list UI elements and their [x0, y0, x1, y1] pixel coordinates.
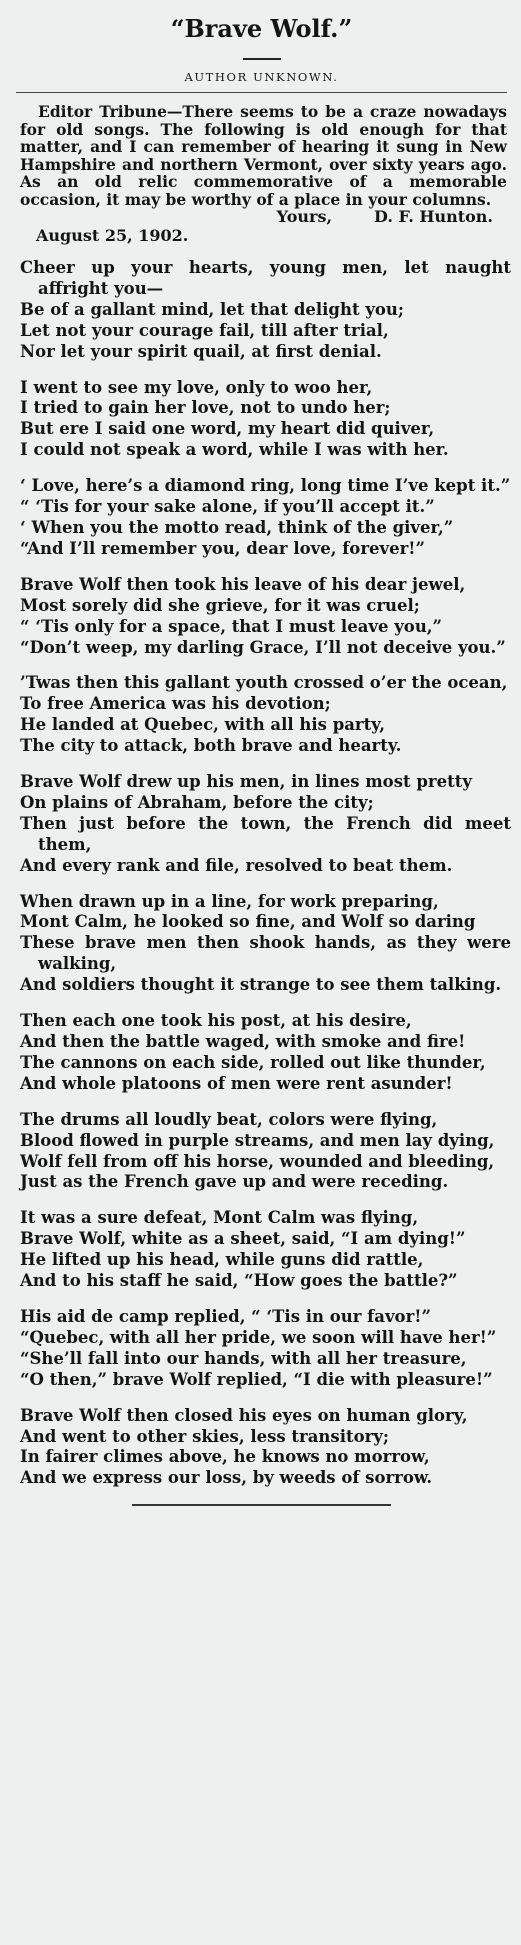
poem-line: And went to other skies, less transitory; [20, 1426, 389, 1446]
poem-line: Blood flowed in purple streams, and men lay dying, [20, 1130, 495, 1150]
poem-line: Just as the French gave up and were receding. [20, 1172, 449, 1192]
signoff: Yours, [276, 207, 333, 226]
poem-line: “ ‘Tis only for a space, that I must leave you,” [20, 616, 443, 636]
poem-line: Brave Wolf then took his leave of his dear jewel, [20, 574, 466, 594]
poem-line: He lifted up his head, while guns did rattle, [20, 1250, 424, 1270]
stanza [12, 258, 511, 363]
poem-line: Nor let your spirit quail, at first denial. [20, 341, 382, 361]
poem-body [12, 258, 511, 1489]
poem-line: Be of a gallant mind, let that delight you; [20, 299, 404, 319]
poem-line: He landed at Quebec, with all his party, [20, 715, 385, 735]
poem-line: “ ‘Tis for your sake alone, if you’ll accept it.” [20, 497, 435, 517]
editor-letter: Editor Tribune—There seems to be a craze nowadays for old songs. The following is old enough for that matter, and I can remember of hearing it sung in New Hampshire and northern Vermont, over sixty years ago. As an old relic commemorative of a memorable occasion, it may be worthy of a place in your columns. [20, 102, 507, 209]
poem-line: Mont Calm, he looked so fine, and Wolf so daring [20, 912, 476, 932]
poem-line: ‘ Love, here’s a diamond ring, long time I’ve kept it.” [20, 476, 511, 496]
closing-divider [132, 1504, 391, 1506]
stanza [12, 1110, 511, 1194]
poem-line: The cannons on each side, rolled out like thunder, [20, 1052, 486, 1072]
stanza [12, 378, 511, 462]
poem-line: To free America was his devotion; [20, 694, 331, 714]
poem-line: The drums all loudly beat, colors were flying, [20, 1109, 438, 1129]
poem-line: His aid de camp replied, “ ‘Tis in our favor!” [20, 1306, 431, 1326]
poem-line: Brave Wolf, white as a sheet, said, “I am dying!” [20, 1229, 466, 1249]
poem-line: Then just before the town, the French did meet them, [20, 813, 511, 854]
poem-line: “She’ll fall into our hands, with all her treasure, [20, 1348, 467, 1368]
letter-date: August 25, 1902. [36, 226, 189, 245]
poem-line: These brave men then shook hands, as they were walking, [20, 933, 511, 974]
stanza [12, 1011, 511, 1095]
poem-line: “And I’ll remember you, dear love, forever!” [20, 538, 426, 558]
poem-line: “Don’t weep, my darling Grace, I’ll not deceive you.” [20, 637, 506, 657]
author-line: AUTHOR UNKNOWN. [184, 70, 339, 84]
stanza [12, 1208, 511, 1292]
poem-line: Most sorely did she grieve, for it was cruel; [20, 595, 420, 615]
stanza [12, 673, 511, 757]
stanza [12, 1406, 511, 1490]
poem-line: Brave Wolf drew up his men, in lines most pretty [20, 772, 472, 792]
poem-line: And to his staff he said, “How goes the battle?” [20, 1271, 458, 1291]
stanza [12, 476, 511, 560]
poem-line: And then the battle waged, with smoke and fire! [20, 1032, 466, 1051]
poem-line: And whole platoons of men were rent asunder! [20, 1073, 453, 1093]
poem-line: And soldiers thought it strange to see them talking. [20, 975, 502, 995]
poem-line: ’Twas then this gallant youth crossed o’er the ocean, [20, 673, 508, 693]
title-divider [243, 58, 281, 60]
stanza [12, 575, 511, 659]
poem-line: When drawn up in a line, for work preparing, [20, 891, 439, 911]
poem-line: Then each one took his post, at his desire, [20, 1011, 412, 1031]
poem-line: ‘ When you the motto read, think of the giver,” [20, 517, 454, 537]
poem-line: “Quebec, with all her pride, we soon will have her!” [20, 1327, 497, 1347]
poem-line: “O then,” brave Wolf replied, “I die with pleasure!” [20, 1369, 493, 1389]
poem-line: I could not speak a word, while I was with her. [20, 440, 449, 460]
poem-line: Let not your courage fail, till after trial, [20, 320, 389, 340]
stanza [12, 892, 511, 997]
stanza [12, 772, 511, 877]
poem-line: It was a sure defeat, Mont Calm was flying, [20, 1208, 419, 1228]
signature-row [12, 208, 493, 226]
poem-line: The city to attack, both brave and hearty. [20, 736, 402, 756]
signature: D. F. Hunton. [374, 207, 493, 226]
poem-line: And we express our loss, by weeds of sorrow. [20, 1468, 433, 1488]
poem-line: But ere I said one word, my heart did quiver, [20, 419, 435, 439]
stanza [12, 1307, 511, 1391]
poem-line: I went to see my love, only to woo her, [20, 377, 373, 397]
poem-line: I tried to gain her love, not to undo her; [20, 398, 391, 418]
poem-line: On plains of Abraham, before the city; [20, 792, 374, 812]
header-divider [16, 92, 507, 93]
poem-line: In fairer climes above, he knows no morrow, [20, 1447, 430, 1467]
poem-title: “Brave Wolf.” [170, 14, 353, 43]
poem-line: Cheer up your hearts, young men, let naught affright you— [20, 258, 511, 298]
poem-line: Brave Wolf then closed his eyes on human glory, [20, 1405, 468, 1425]
poem-line: Wolf fell from off his horse, wounded and bleeding, [20, 1151, 495, 1171]
poem-line: And every rank and file, resolved to beat them. [20, 855, 453, 875]
